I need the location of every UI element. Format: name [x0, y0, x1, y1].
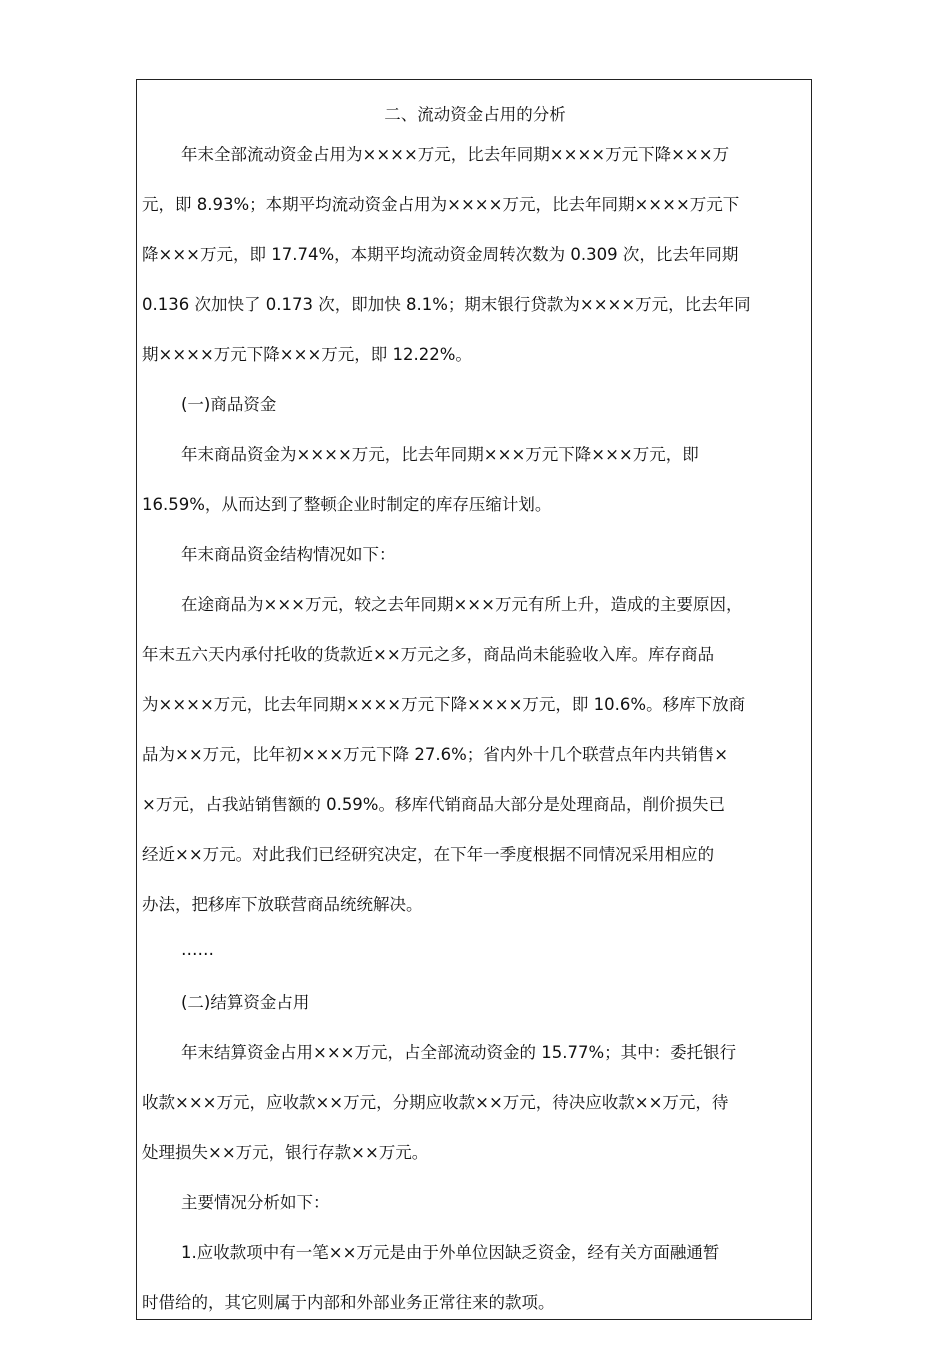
text-line: 年末五六天内承付托收的货款近××万元之多，商品尚未能验收入库。库存商品	[142, 645, 715, 664]
text-line: 降×××万元，即 17.74%，本期平均流动资金周转次数为 0.309 次，比去年同期	[142, 245, 739, 264]
text-line: 品为××万元，比年初×××万元下降 27.6%；省内外十几个联营点年内共销售×	[142, 745, 729, 764]
text-line: 时借给的，其它则属于内部和外部业务正常往来的款项。	[142, 1293, 555, 1312]
text-line: 主要情况分析如下：	[181, 1193, 330, 1212]
text-line: 收款×××万元，应收款××万元，分期应收款××万元，待决应收款××万元，待	[142, 1093, 729, 1112]
text-line: 办法，把移库下放联营商品统统解决。	[142, 895, 423, 914]
ellipsis-line: ……	[181, 940, 214, 959]
text-line: 年末结算资金占用×××万元，占全部流动资金的 15.77%；其中：委托银行	[181, 1043, 737, 1062]
text-line: 在途商品为×××万元，较之去年同期×××万元有所上升，造成的主要原因，	[181, 595, 743, 614]
text-line: 0.136 次加快了 0.173 次，即加快 8.1%；期末银行贷款为××××万元，比去年同	[142, 295, 751, 314]
section-title: 二、流动资金占用的分析	[384, 105, 566, 124]
text-line: 16.59%，从而达到了整顿企业时制定的库存压缩计划。	[142, 495, 552, 514]
text-line: 处理损失××万元，银行存款××万元。	[142, 1143, 429, 1162]
text-line: 经近××万元。对此我们已经研究决定，在下年一季度根据不同情况采用相应的	[142, 845, 715, 864]
text-line: 元，即 8.93%；本期平均流动资金占用为××××万元，比去年同期××××万元下	[142, 195, 740, 214]
text-line: 年末商品资金结构情况如下：	[181, 545, 396, 564]
text-line: 期××××万元下降×××万元，即 12.22%。	[142, 345, 472, 364]
subsection-heading: (一)商品资金	[181, 395, 277, 414]
text-line: 1.应收款项中有一笔××万元是由于外单位因缺乏资金，经有关方面融通暂	[181, 1243, 720, 1262]
text-line: 年末全部流动资金占用为××××万元，比去年同期××××万元下降×××万	[181, 145, 730, 164]
text-line: 年末商品资金为××××万元，比去年同期×××万元下降×××万元，即	[181, 445, 699, 464]
subsection-heading: (二)结算资金占用	[181, 993, 310, 1012]
text-line: ×万元，占我站销售额的 0.59%。移库代销商品大部分是处理商品，削价损失已	[142, 795, 725, 814]
text-line: 为××××万元，比去年同期××××万元下降××××万元，即 10.6%。移库下放商	[142, 695, 746, 714]
